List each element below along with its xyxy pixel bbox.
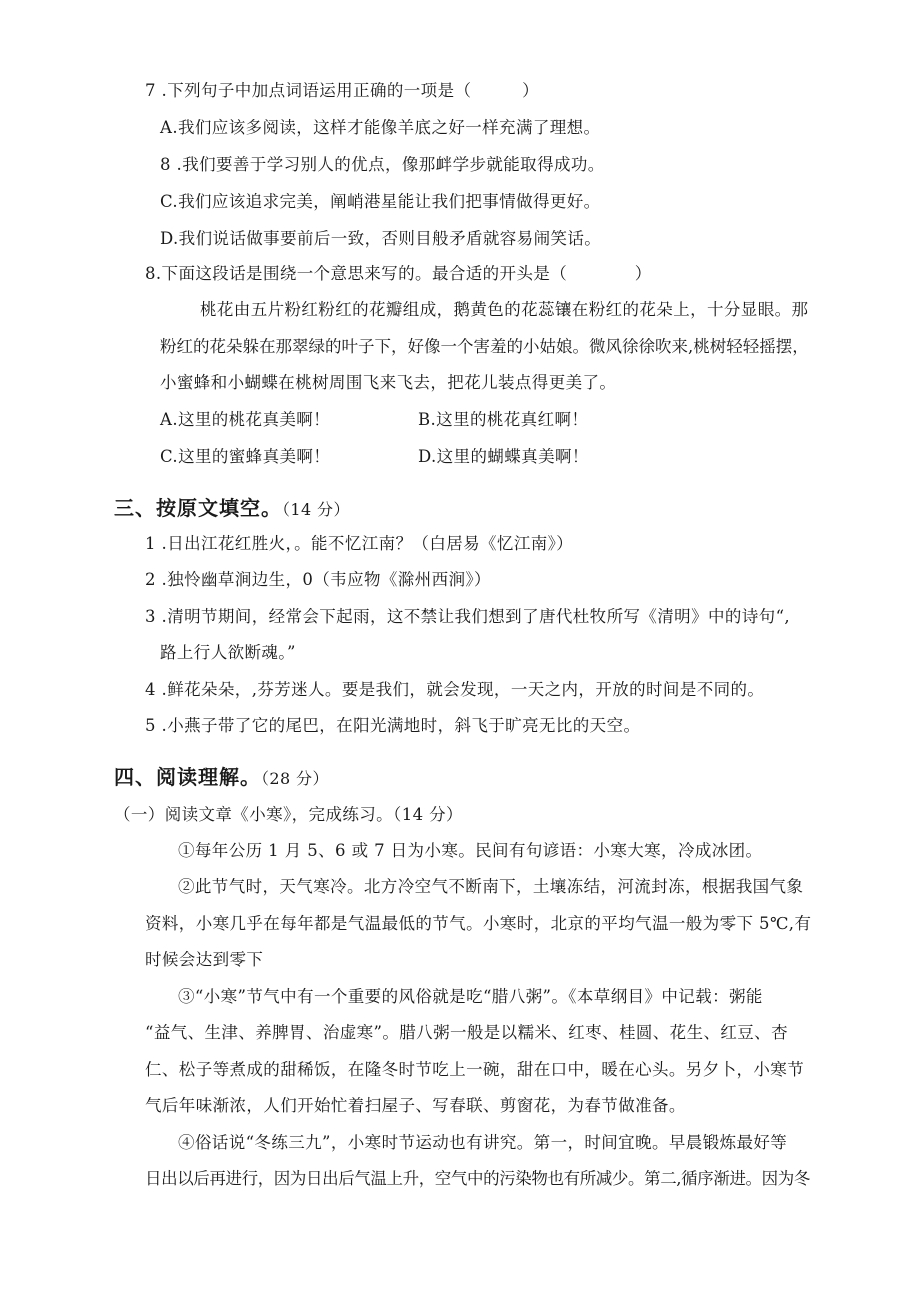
reading-paragraph-1: ①每年公历 1 月 5、6 或 7 日为小寒。民间有句谚语：小寒大寒，冷成冰团。 bbox=[178, 841, 763, 860]
q8-passage-line2: 粉红的花朵躲在那翠绿的叶子下，好像一个害羞的小姑娘。微风徐徐吹来,桃树轻轻摇摆， bbox=[160, 337, 809, 356]
q7-option-b: 8 .我们要善于学习别人的优点，像那衅学步就能取得成功。 bbox=[160, 155, 605, 174]
fill-item-2: 2 .独怜幽草涧边生，0（韦应物《滁州西涧》） bbox=[145, 570, 491, 589]
q7-stem: 7 .下列句子中加点词语运用正确的一项是（ ） bbox=[145, 81, 539, 100]
fill-item-4: 4 .鲜花朵朵，,芬芳迷人。要是我们，就会发现，一天之内，开放的时间是不同的。 bbox=[145, 680, 765, 699]
fill-item-5: 5 .小燕子带了它的尾巴，在阳光满地时，斜飞于旷亮无比的天空。 bbox=[145, 716, 641, 735]
q7-option-a: A.我们应该多阅读，这样才能像羊底之好一样充满了理想。 bbox=[160, 118, 601, 137]
section4-heading bbox=[114, 764, 329, 792]
q8-option-b: B.这里的桃花真红啊！ bbox=[418, 410, 589, 429]
reading-paragraph-3-line1: ③“小寒”节气中有一个重要的风俗就是吃“腊八粥”。《本草纲目》中记载：粥能 bbox=[178, 987, 763, 1006]
reading-paragraph-3-line3: 仁、松子等煮成的甜稀饭，在隆冬时节吃上一碗，甜在口中，暖在心头。另夕卜，小寒节 bbox=[145, 1060, 805, 1079]
reading-paragraph-2-line2: 资料，小寒几乎在每年都是气温最低的节气。小寒时，北京的平均气温一般为零下 5℃,有 bbox=[145, 914, 812, 933]
q8-option-a: A.这里的桃花真美啊！ bbox=[160, 410, 331, 429]
fill-item-3-line2: 路上行人欲断魂。” bbox=[160, 643, 296, 662]
q8-option-c: C.这里的蜜蜂真美啊！ bbox=[160, 447, 331, 466]
reading-subsection-1: （一）阅读文章《小寒》，完成练习。（14 分） bbox=[114, 805, 463, 824]
fill-item-1: 1 .日出江花红胜火，。能不忆江南？（白居易《忆江南》） bbox=[145, 534, 574, 553]
q8-stem: 8.下面这段话是围绕一个意思来写的。最合适的开头是（ ） bbox=[145, 264, 652, 283]
q8-passage-line1: 桃花由五片粉红粉红的花瓣组成，鹅黄色的花蕊镶在粉红的花朵上，十分显眼。那 bbox=[200, 300, 809, 319]
section4-score: （28 分） bbox=[261, 769, 329, 788]
section4-title: 四、阅读理解。 bbox=[114, 765, 261, 789]
reading-paragraph-2-line1: ②此节气时，天气寒冷。北方冷空气不断南下，土壤冻结，河流封冻，根据我国气象 bbox=[178, 877, 804, 896]
reading-paragraph-4-line1: ④俗话说“冬练三九”，小寒时节运动也有讲究。第一，时间宜晚。早晨锻炼最好等 bbox=[178, 1133, 788, 1152]
q7-option-d: D.我们说话做事要前后一致，否则目般矛盾就容易闹笑话。 bbox=[160, 229, 602, 248]
section3-heading bbox=[114, 495, 350, 523]
q7-option-c: C.我们应该追求完美，阐峭港星能让我们把事情做得更好。 bbox=[160, 192, 601, 211]
reading-paragraph-2-line3: 时候会达到零下 bbox=[145, 950, 264, 969]
section3-score: （14 分） bbox=[282, 500, 350, 519]
q8-passage-line3: 小蜜蜂和小蝴蝶在桃树周围飞来飞去，把花儿装点得更美了。 bbox=[160, 373, 617, 392]
reading-paragraph-4-line2: 日出以后再进行，因为日出后气温上升，空气中的污染物也有所减少。第二,循序渐进。因为冬 bbox=[145, 1169, 810, 1188]
reading-paragraph-3-line2: “益气、生津、养脾胃、治虚寒”。腊八粥一般是以糯米、红枣、桂圆、花生、红豆、杏 bbox=[145, 1023, 788, 1042]
section3-title: 三、按原文填空。 bbox=[114, 496, 282, 520]
q8-option-d: D.这里的蝴蝶真美啊！ bbox=[418, 447, 589, 466]
reading-paragraph-3-line4: 气后年味渐浓，人们开始忙着扫屋子、写春联、剪窗花，为春节做准备。 bbox=[145, 1096, 686, 1115]
fill-item-3-line1: 3 .清明节期间，经常会下起雨，这不禁让我们想到了唐代杜牧所写《清明》中的诗句“, bbox=[145, 607, 791, 626]
